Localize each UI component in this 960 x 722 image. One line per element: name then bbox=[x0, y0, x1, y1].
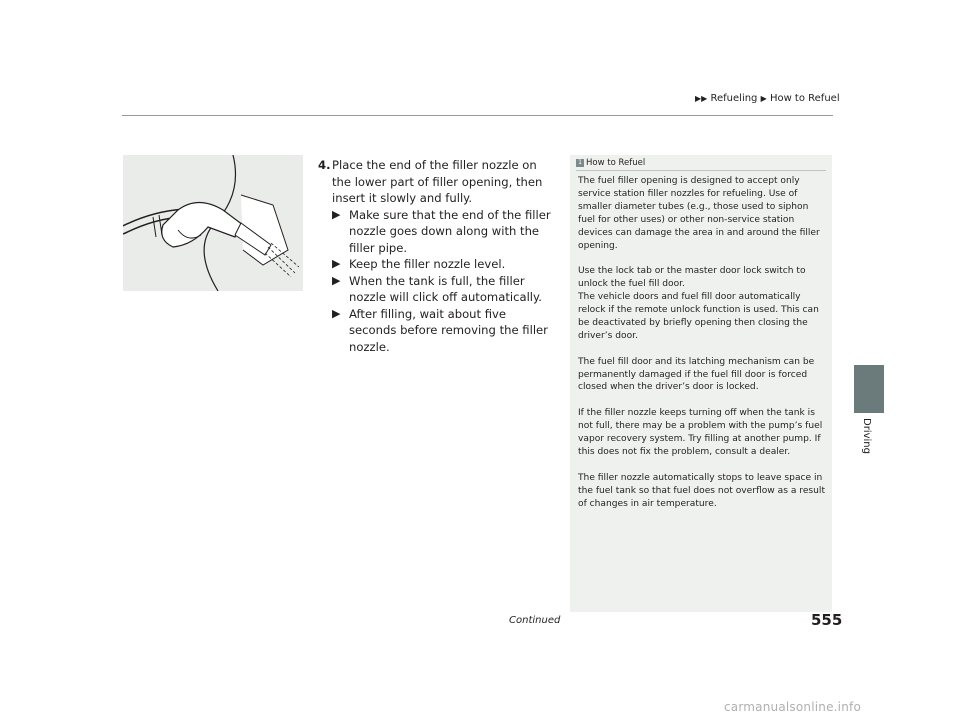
bullet-arrow-icon: ▶ bbox=[332, 257, 341, 270]
note-panel bbox=[570, 155, 832, 612]
breadcrumb-arrow-icon: ▶ bbox=[760, 94, 767, 103]
note-paragraph: The fuel filler opening is designed to accept only service station filler nozzles for refueling. Use of smaller diameter tubes (e.g., those used to siphon fuel for other uses) or other non-service station devices can damage the area in and around the filler opening. bbox=[578, 176, 820, 251]
step-number: 4. bbox=[318, 158, 331, 172]
filler-nozzle-illustration bbox=[123, 155, 303, 291]
page-number: 555 bbox=[811, 611, 843, 629]
nozzle-icon bbox=[123, 155, 303, 291]
step-bullet: ▶ When the tank is full, the filler nozzle will click off automatically. bbox=[332, 273, 542, 304]
watermark: carmanualsonline.info bbox=[724, 700, 861, 714]
note-paragraph: If the filler nozzle keeps turning off when the tank is not full, there may be a problem with the pump’s fuel vapor recovery system. Try filling at another pump. If this does not fix the problem, consult a dealer. bbox=[578, 408, 823, 457]
step-4 bbox=[318, 157, 554, 355]
breadcrumb-refueling: Refueling bbox=[710, 93, 758, 104]
breadcrumb-how-to-refuel: How to Refuel bbox=[769, 93, 840, 104]
note-rule bbox=[576, 170, 826, 171]
note-paragraph: The filler nozzle automatically stops to leave space in the fuel tank so that fuel does not overflow as a result of changes in air temperature. bbox=[578, 472, 826, 509]
bullet-arrow-icon: ▶ bbox=[332, 273, 341, 287]
continued-label: Continued bbox=[509, 615, 561, 626]
step-bullet: ▶ Keep the filler nozzle level. bbox=[332, 257, 506, 271]
note-icon: 1 bbox=[576, 159, 584, 167]
breadcrumb-arrow-icon: ▶▶ bbox=[695, 94, 708, 103]
header-rule bbox=[122, 115, 833, 116]
breadcrumb bbox=[695, 93, 840, 104]
note-paragraph: The fuel fill door and its latching mechanism can be permanently damaged if the fuel fill door is forced closed when the driver’s door is locked. bbox=[578, 356, 815, 393]
step-bullet: ▶ After filling, wait about five seconds before removing the filler nozzle. bbox=[332, 306, 548, 354]
chapter-tab bbox=[854, 365, 884, 413]
note-heading: 1 How to Refuel bbox=[576, 158, 645, 168]
bullet-arrow-icon: ▶ bbox=[332, 207, 341, 221]
note-body bbox=[578, 175, 826, 523]
step-bullet: ▶ Make sure that the end of the filler nozzle goes down along with the filler pipe. bbox=[332, 207, 551, 255]
note-paragraph: Use the lock tab or the master door lock switch to unlock the fuel fill door. The vehicle doors and fuel fill door automatically relock if the remote unlock function is used. This can be deactivated by briefly opening then closing the driver’s door. bbox=[578, 266, 819, 341]
bullet-arrow-icon: ▶ bbox=[332, 306, 341, 320]
step-text: Place the end of the filler nozzle on the lower part of filler opening, then insert it slowly and fully. bbox=[332, 158, 543, 205]
chapter-label: Driving bbox=[861, 418, 872, 454]
